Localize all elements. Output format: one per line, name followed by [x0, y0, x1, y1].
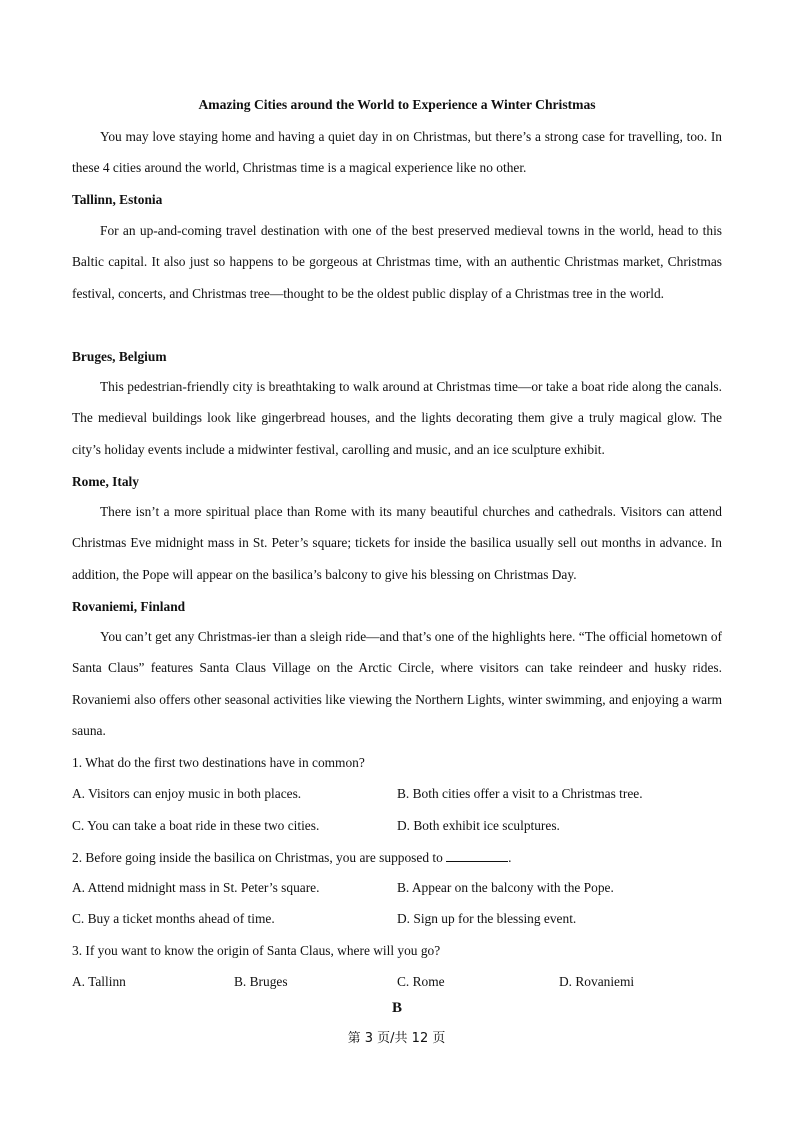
page-footer: 第 3 页/共 12 页 — [347, 1031, 446, 1046]
intro-paragraph: You may love staying home and having a quiet day in on Christmas, but there’s a strong case for travelling, too. In these 4 cities around the world, Christmas time is a magical experience like no other. — [72, 129, 722, 176]
section-heading-rome: Rome, Italy — [72, 474, 139, 489]
question-1-option-d[interactable]: D. Both exhibit ice sculptures. — [397, 818, 560, 833]
section-heading-tallinn: Tallinn, Estonia — [72, 192, 163, 207]
question-2-option-c[interactable]: C. Buy a ticket months ahead of time. — [72, 911, 275, 926]
question-1-stem: 1. What do the first two destinations have in common? — [72, 755, 365, 770]
section-heading-bruges: Bruges, Belgium — [72, 349, 167, 364]
question-3-option-a[interactable]: A. Tallinn — [72, 974, 126, 989]
section-text-tallinn: For an up-and-coming travel destination with one of the best preserved medieval towns in the world, head to this Baltic capital. It also just so happens to be gorgeous at Christmas time, with an authentic Christmas market, Christmas festival, concerts, and Christmas tree—thought to be the oldest public display of a Christmas tree in the world. — [72, 223, 722, 301]
question-3-stem: 3. If you want to know the origin of Santa Claus, where will you go? — [72, 943, 441, 958]
question-3-option-b[interactable]: B. Bruges — [234, 974, 288, 989]
question-1-option-a[interactable]: A. Visitors can enjoy music in both places. — [72, 786, 302, 801]
answer-blank — [446, 849, 508, 862]
section-heading-rovaniemi: Rovaniemi, Finland — [72, 599, 186, 614]
next-section-label: B — [391, 1000, 402, 1016]
question-1-option-b[interactable]: B. Both cities offer a visit to a Christmas tree. — [397, 786, 643, 801]
section-text-bruges: This pedestrian-friendly city is breathtaking to walk around at Christmas time—or take a boat ride along the canals. The medieval buildings look like gingerbread houses, and the lights decorating them give a truly magical glow. The city’s holiday events include a midwinter festival, carolling and music, and an ice sculpture exhibit. — [72, 379, 722, 457]
question-2-option-a[interactable]: A. Attend midnight mass in St. Peter’s square. — [72, 880, 320, 895]
question-2-option-b[interactable]: B. Appear on the balcony with the Pope. — [397, 880, 614, 895]
question-2-stem-end: . — [508, 850, 512, 865]
section-text-rome: There isn’t a more spiritual place than Rome with its many beautiful churches and cathedrals. Visitors can attend Christmas Eve midnight mass in St. Peter’s square; tickets for inside the basilica usually sell out months in advance. In addition, the Pope will appear on the basilica’s balcony to give his blessing on Christmas Day. — [72, 504, 722, 582]
question-2-stem-text: 2. Before going inside the basilica on Christmas, you are supposed to — [72, 850, 443, 865]
question-1-option-c[interactable]: C. You can take a boat ride in these two cities. — [72, 818, 320, 833]
question-2-option-d[interactable]: D. Sign up for the blessing event. — [397, 911, 577, 926]
question-2-stem — [72, 849, 512, 866]
question-3-option-c[interactable]: C. Rome — [397, 974, 445, 989]
section-text-rovaniemi: You can’t get any Christmas-ier than a sleigh ride—and that’s one of the highlights here. “The official hometown of Santa Claus” features Santa Claus Village on the Arctic Circle, where visitors can take reindeer and husky rides. Rovaniemi also offers other seasonal activities like viewing the Northern Lights, winter swimming, and enjoying a warm sauna. — [72, 629, 722, 738]
article-title: Amazing Cities around the World to Experience a Winter Christmas — [198, 97, 596, 112]
question-3-option-d[interactable]: D. Rovaniemi — [559, 974, 635, 989]
